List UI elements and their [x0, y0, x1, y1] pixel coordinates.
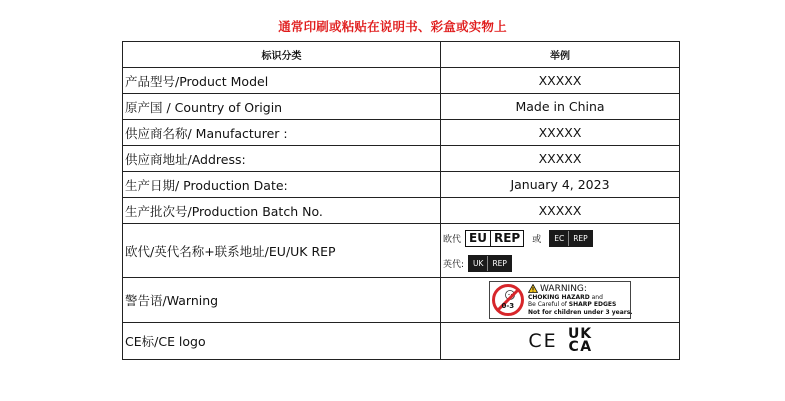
uk-prefix: 英代: [443, 259, 465, 270]
ukca-a: A [580, 339, 592, 355]
label-spec-table [122, 41, 680, 360]
row-value: XXXXX [441, 198, 680, 224]
row-value: January 4, 2023 [441, 172, 680, 198]
age-mark: 0-3 [501, 302, 515, 310]
ukca-k: K [580, 326, 592, 342]
warning-title-text: WARNING: [540, 283, 587, 294]
be-careful-text: Be Careful of [528, 301, 569, 309]
uk-rep-line [443, 252, 677, 274]
table-row [123, 172, 680, 198]
header-example: 举例 [441, 42, 680, 68]
table-row [123, 68, 680, 94]
warning-line-2 [528, 301, 633, 309]
ce-label: CE标/CE logo [123, 323, 441, 360]
ce-mark-logo: CE [528, 330, 558, 352]
table-row [123, 198, 680, 224]
ce-example [441, 323, 680, 360]
rep-example [441, 224, 680, 278]
choking-warning-label [489, 281, 631, 319]
uk-badge-right: REP [492, 258, 507, 268]
uk-badge-left: UK [469, 256, 488, 271]
table-row [123, 146, 680, 172]
header-category: 标识分类 [123, 42, 441, 68]
row-label: 生产批次号/Production Batch No. [123, 198, 441, 224]
row-value: XXXXX [441, 146, 680, 172]
row-label: 供应商地址/Address: [123, 146, 441, 172]
table-row-ce [123, 323, 680, 360]
warning-triangle-icon [528, 284, 538, 293]
warning-line-1 [528, 294, 633, 302]
warning-label: 警告语/Warning [123, 278, 441, 323]
table-row [123, 94, 680, 120]
ec-badge-right: REP [573, 233, 588, 243]
eu-badge-left: EU [466, 231, 491, 246]
table-row-warning [123, 278, 680, 323]
and-text: and [589, 293, 603, 301]
ec-badge-left: EC [550, 231, 569, 246]
eu-badge-right: REP [493, 230, 521, 245]
uk-rep-badge [468, 255, 512, 272]
table-row [123, 120, 680, 146]
no-small-parts-icon [490, 282, 526, 318]
ukca-logo [568, 328, 592, 354]
sharp-edges-text: SHARP EDGES [568, 301, 617, 309]
ec-rep-badge [549, 230, 592, 247]
conformity-logos [528, 328, 591, 354]
row-value: XXXXX [441, 68, 680, 94]
row-label: 原产国 / Country of Origin [123, 94, 441, 120]
table-row-rep [123, 224, 680, 278]
rep-label: 欧代/英代名称+联系地址/EU/UK REP [123, 224, 441, 278]
eu-prefix: 欧代 [443, 234, 462, 245]
warning-title [528, 284, 633, 294]
or-word: 或 [532, 234, 542, 245]
warning-line-3: Not for children under 3 years. [528, 308, 633, 316]
ukca-u: U [567, 326, 580, 342]
warning-example [441, 278, 680, 323]
table-header-row [123, 42, 680, 68]
eu-rep-line [443, 227, 677, 249]
ukca-c: C [568, 339, 579, 355]
row-label: 生产日期/ Production Date: [123, 172, 441, 198]
row-label: 产品型号/Product Model [123, 68, 441, 94]
eu-rep-badge [465, 230, 524, 247]
warning-text-block [526, 284, 633, 317]
row-value: Made in China [441, 94, 680, 120]
row-value: XXXXX [441, 120, 680, 146]
instruction-note: 通常印刷或粘贴在说明书、彩盒或实物上 [278, 19, 507, 34]
row-label: 供应商名称/ Manufacturer : [123, 120, 441, 146]
choking-hazard-text: CHOKING HAZARD [528, 293, 590, 301]
